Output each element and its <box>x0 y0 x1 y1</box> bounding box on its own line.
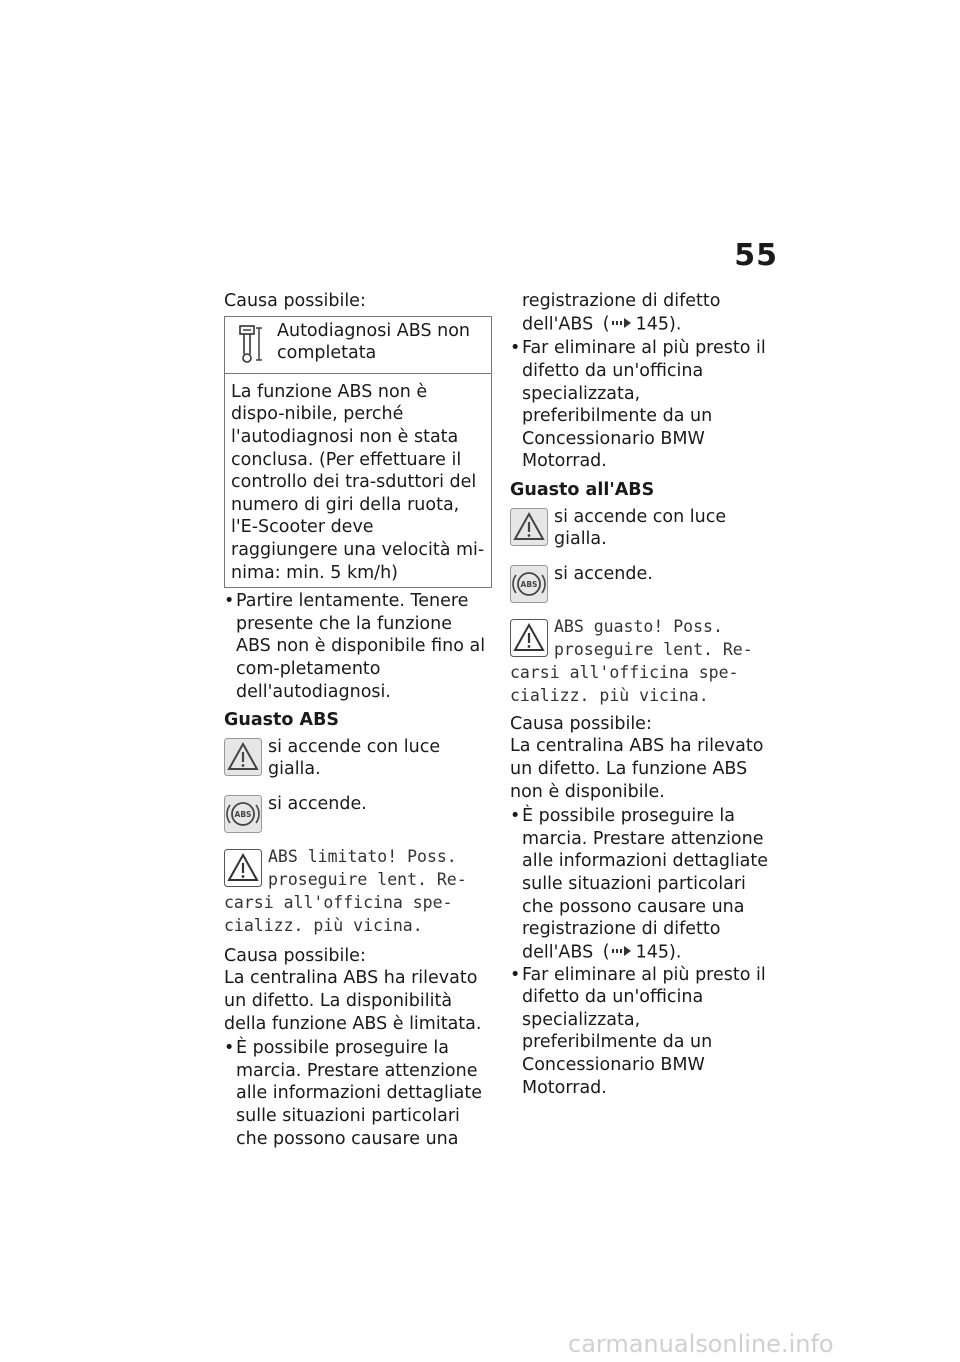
warning-lamp-text: si accende con luce gialla. <box>268 736 441 780</box>
bullet-list <box>510 805 778 1099</box>
list-item: • Far eliminare al più presto il difetto da un'officina specializzata, preferibilmente da un Concessionario BMW Motorrad. <box>510 337 778 473</box>
warning-lamp-row <box>224 736 492 781</box>
abs-lamp-text: si accende. <box>554 563 653 584</box>
warning-triangle-icon <box>510 619 548 657</box>
bullet-list <box>510 337 778 473</box>
warning-lamp-row <box>510 506 778 551</box>
abs-lamp-icon <box>510 565 548 603</box>
abs-lamp-icon <box>224 795 262 833</box>
cause-label: Causa possibile: <box>224 945 366 966</box>
list-item: • Partire lentamente. Tenere presente che la funzione ABS non è disponibile fino al com-pletamento dell'autodiagnosi. <box>224 590 492 703</box>
page-reference-arrow-icon: ( <box>603 941 632 964</box>
cause-text: La centralina ABS ha rilevato un difetto. La funzione ABS non è disponibile. <box>510 736 764 802</box>
display-message <box>224 845 492 937</box>
display-message-text: ABS guasto! Poss. proseguire lent. Re-carsi all'officina spe-cializz. più vicina. <box>510 616 753 705</box>
continued-text: registrazione di difetto dell'ABS ( 145). <box>522 291 721 334</box>
page-reference[interactable]: 145). <box>635 942 682 963</box>
diagnosis-info-box <box>224 316 492 589</box>
abs-lamp-text: si accende. <box>268 793 367 814</box>
list-item: • È possibile proseguire la marcia. Prestare attenzione alle informazioni dettagliate sulle situazioni particolari che possono causare una registrazione di difetto dell'ABS ( 145). <box>510 805 778 963</box>
abs-lamp-row <box>510 563 778 603</box>
warning-lamp-text: si accende con luce gialla. <box>554 506 727 550</box>
cause-text: La centralina ABS ha rilevato un difetto. La disponibilità della funzione ABS è limitata. <box>224 968 482 1034</box>
svg-text:ABS: ABS <box>234 809 252 819</box>
wrench-diagnosis-icon <box>237 322 265 364</box>
left-column <box>224 290 492 1150</box>
bullet-list <box>224 1037 492 1150</box>
page-reference-arrow-icon: ( <box>603 313 632 336</box>
display-message-text: ABS limitato! Poss. proseguire lent. Re-carsi all'officina spe-cializz. più vicina. <box>224 846 467 935</box>
watermark: carmanualsonline.info <box>568 1330 834 1358</box>
list-item: • È possibile proseguire la marcia. Prestare attenzione alle informazioni dettagliate sulle situazioni particolari che possono causare una <box>224 1037 492 1150</box>
intro-label: Causa possibile: <box>224 291 366 311</box>
right-column <box>510 290 778 1099</box>
section-heading: Guasto ABS <box>224 710 340 731</box>
svg-text:ABS: ABS <box>520 579 538 589</box>
page-reference[interactable]: 145). <box>635 313 682 334</box>
abs-lamp-row <box>224 793 492 833</box>
list-item: • Far eliminare al più presto il difetto da un'officina specializzata, preferibilmente da un Concessionario BMW Motorrad. <box>510 964 778 1100</box>
cause-label: Causa possibile: <box>510 713 652 734</box>
bullet-list <box>224 590 492 703</box>
info-box-title: Autodiagnosi ABS non completata <box>277 320 471 364</box>
display-message <box>510 615 778 707</box>
section-heading: Guasto all'ABS <box>510 480 655 501</box>
warning-triangle-icon <box>224 849 262 887</box>
warning-triangle-icon <box>224 738 262 776</box>
info-box-body: La funzione ABS non è dispo-nibile, perché l'autodiagnosi non è stata conclusa. (Per effettuare il controllo dei tra-sduttori del numero di giri della ruota, l'E-Scooter deve raggiungere una velocità mi-nima: min. 5 km/h) <box>231 381 485 583</box>
info-box-header <box>225 317 491 374</box>
page-number: 55 <box>734 238 778 273</box>
warning-triangle-icon <box>510 508 548 546</box>
